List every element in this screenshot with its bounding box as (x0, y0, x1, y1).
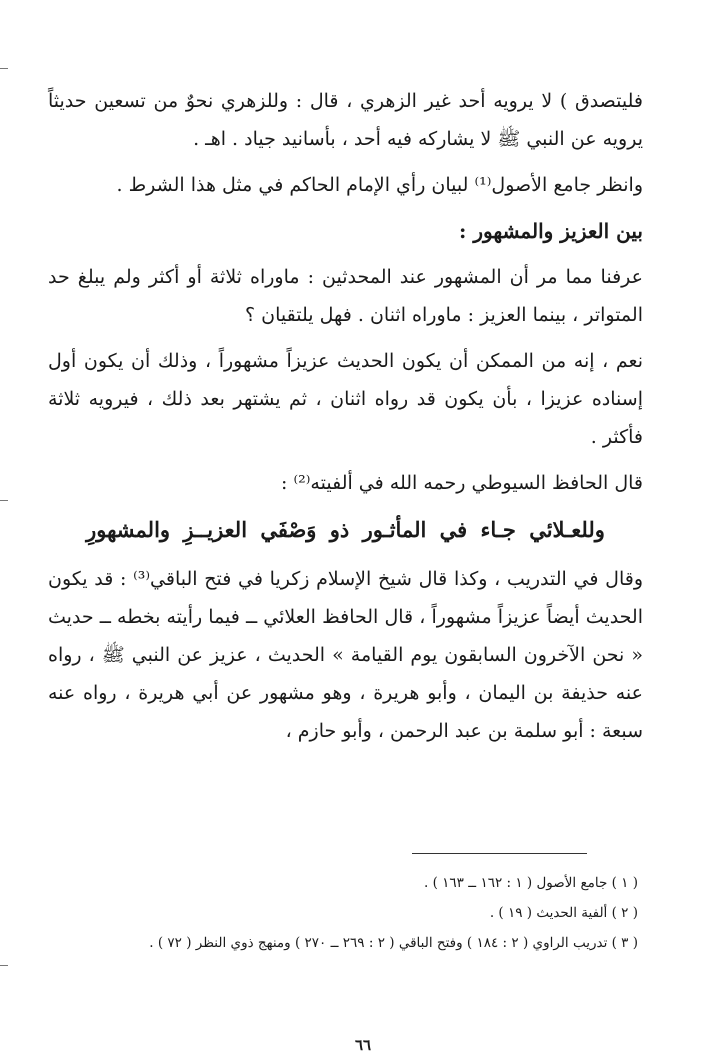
section-heading: بين العزيز والمشهور : (459, 219, 643, 243)
margin-mark (0, 500, 8, 501)
page-number: ٦٦ (354, 1036, 372, 1054)
margin-mark (0, 68, 8, 69)
paragraph-4: نعم ، إنه من الممكن أن يكون الحديث عزيزاً مشهوراً ، وذلك أن يكون أول إسناده عزيزا ، بأن يكون قد رواه اثنان ، ثم يشتهر بعد ذلك ، فيرويه ثلاثة فأكثر . (48, 350, 643, 448)
paragraph-6: وقال في التدريب ، وكذا قال شيخ الإسلام زكريا في فتح الباقي⁽³⁾ : قد يكون الحديث أيضاً عزيزاً مشهوراً ، قال الحافظ العلائي ــ فيما رأيته بخطه ــ حديث « نحن الآخرون السابقون يوم القيامة » الحديث ، عزيز عن النبي ﷺ ، رواه عنه حذيفة بن اليمان ، وأبو هريرة ، وهو مشهور عن أبي هريرة ، رواه عنه سبعة : أبو سلمة بن عبد الرحمن ، وأبو حازم ، (48, 568, 643, 742)
poem-verse: وللعـلائي جـاء في المأثـور ذو وَصْفَي العزيــزِ والمشهورِ (86, 517, 605, 542)
footnote-separator (412, 853, 587, 854)
footnotes (48, 868, 638, 958)
paragraph-2: وانظر جامع الأصول⁽¹⁾ لبيان رأي الإمام الحاكم في مثل هذا الشرط . (116, 174, 643, 196)
footnote-2: ( ٢ ) ألفية الحديث ( ١٩ ) . (489, 905, 638, 921)
paragraph-1: فليتصدق ) لا يرويه أحد غير الزهري ، قال : وللزهري نحوٌ من تسعين حديثاً يرويه عن النبي ﷺ لا يشاركه فيه أحد ، بأسانيد جياد . اهـ . (48, 90, 643, 150)
margin-mark (0, 965, 8, 966)
paragraph-3: عرفنا مما مر أن المشهور عند المحدثين : ماوراه ثلاثة أو أكثر ولم يبلغ حد المتواتر ، بينما العزيز : ماوراه اثنان . فهل يلتقيان ؟ (48, 266, 643, 326)
paragraph-5: قال الحافظ السيوطي رحمه الله في ألفيته⁽²⁾ : (281, 472, 643, 494)
footnote-3: ( ٣ ) تدريب الراوي ( ٢ : ١٨٤ ) وفتح الباقي ( ٢ : ٢٦٩ ــ ٢٧٠ ) ومنهج ذوي النظر ( ٧٢ ) . (149, 935, 638, 951)
page-body (48, 82, 643, 758)
footnote-1: ( ١ ) جامع الأصول ( ١ : ١٦٢ ــ ١٦٣ ) . (424, 875, 638, 891)
